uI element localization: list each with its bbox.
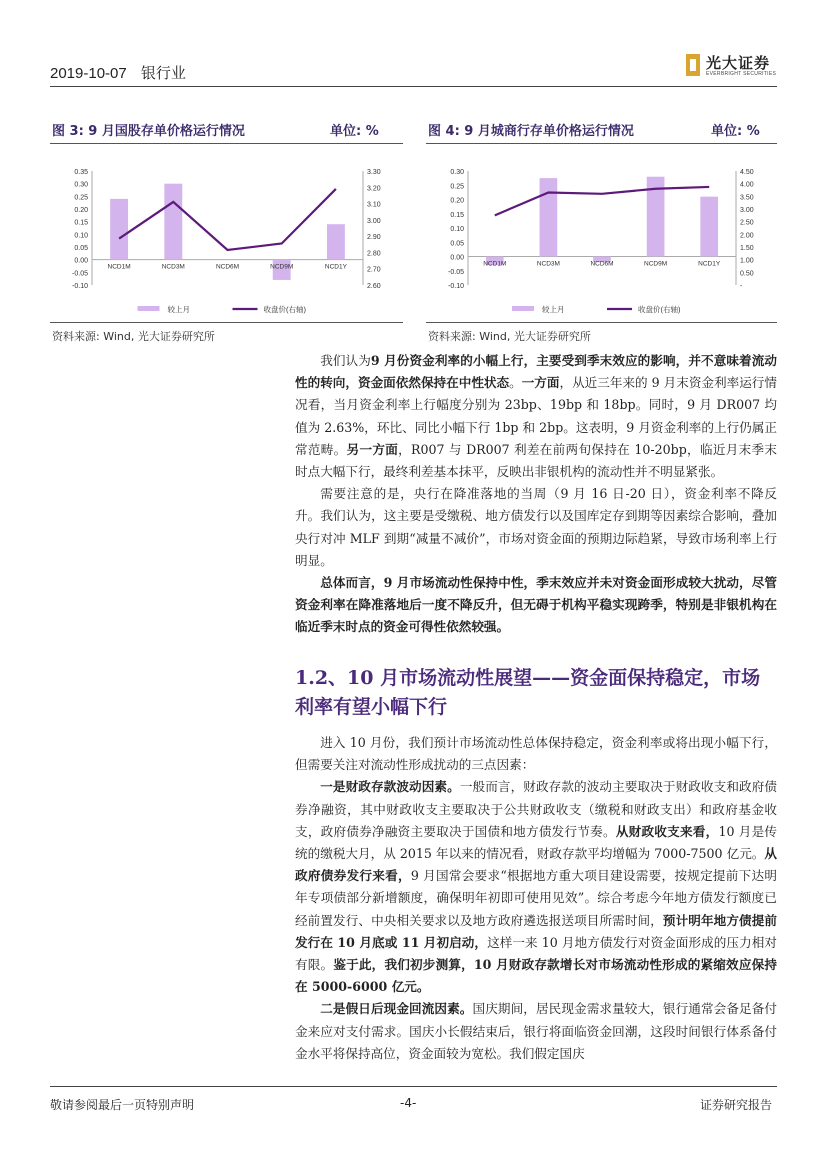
right-tick-label: 2.80 [367,250,381,258]
left-tick-label: -0.10 [448,283,464,290]
body-text-2 [295,732,777,1065]
close-price-line [495,187,709,215]
figure-3-bottom-rule [50,322,403,323]
category-label: NCD9M [644,260,668,268]
logo-name-cn: 光大证券 [706,54,771,72]
right-tick-label: 1.00 [740,257,754,265]
right-tick-label: 4.00 [740,181,754,189]
left-tick-label: 0.20 [450,197,464,205]
logo-mark-icon [686,54,700,76]
left-tick-label: -0.05 [448,268,464,276]
legend-line-label: 收盘价(右轴) [638,305,681,314]
paragraph: 一是财政存款波动因素。一般而言，财政存款的波动主要取决于财政收支和政府债券净融资，其中财政收支主要取决于公共财政收支（缴税和财政支出）和政府基金收支，政府债券净融资主要取决于国债和地方债发行节奏。从财政收支来看，10 月是传统的缴税大月，从 2015 年以来的情况看，财政存款平均增幅为 7000-7500 亿元。从政府债券发行来看，9 月国常会要求“根据地方重大项目建设需要，按规定提前下达明年专项债部分新增额度，确保明年初即可使用见效”。综合考虑今年地方债发行额度已经前置发行、中央相关要求以及地方政府遴选报送项目所需时间，预计明年地方债提前发行在 10 月底或 11 月初启动，这样一来 10 月地方债发行对资金面形成的压力相对有限。鉴于此，我们初步测算，10 月财政存款增长对市场流动性形成的紧缩效应保持在 5000-6000 亿元。 [295,779,778,995]
category-label: NCD6M [590,260,614,268]
right-tick-label: 2.70 [367,266,381,274]
category-label: NCD1M [107,263,131,271]
bar-ncd1y [327,224,345,259]
category-label: NCD9M [270,263,294,271]
bar-ncd3m [540,178,558,256]
page-number: -4- [400,1096,417,1110]
company-logo [686,52,778,80]
figure-4-unit: 单位: % [711,124,760,139]
figure-4-chart [426,155,778,320]
left-tick-label: -0.05 [72,270,88,278]
figure-3-unit: 单位: % [330,124,379,139]
paragraph: 总体而言，9 月市场流动性保持中性，季末效应并未对资金面形成较大扰动，尽管资金利率在降准落地后一度不降反升，但无碍于机构平稳实现跨季，特别是非银机构在临近季末时点的资金可得性依然较强。 [295,575,777,635]
figure-3-chart [50,155,405,320]
category-label: NCD3M [536,260,560,268]
left-tick-label: 0.25 [74,194,88,202]
bar-ncd1y [700,197,718,257]
figure-3-top-rule [50,143,403,144]
left-tick-label: 0.15 [450,211,464,219]
section-heading: 1.2、10 月市场流动性展望——资金面保持稳定，市场利率有望小幅下行 [295,667,761,718]
category-label: NCD1Y [698,260,721,268]
right-tick-label: 1.50 [740,245,754,252]
figure-4-source: 资料来源: Wind, 光大证券研究所 [428,330,591,343]
right-tick-label: 3.10 [367,201,381,209]
industry-label: 银行业 [140,65,186,82]
left-tick-label: 0.35 [74,169,88,176]
left-tick-label: 0.05 [74,245,88,252]
figure-4-top-rule [426,143,777,144]
category-label: NCD3M [161,263,185,271]
right-tick-label: 3.20 [367,185,381,193]
right-tick-label: 3.00 [740,207,754,214]
paragraph: 二是假日后现金回流因素。国庆期间，居民现金需求量较大，银行通常会备足备付金来应对支付需求。国庆小长假结束后，银行将面临资金回潮，这段时间银行体系备付金水平将保持高位，资金面较为宽松。我们假定国庆 [295,1001,778,1061]
right-tick-label: 3.00 [367,217,381,225]
right-tick-label: - [740,283,743,290]
footer-divider [50,1086,777,1087]
header-divider [50,86,777,87]
right-tick-label: 3.30 [367,169,381,176]
close-price-line [119,189,336,250]
bar-ncd1m [110,199,128,260]
legend-bar-swatch [512,306,534,311]
left-tick-label: -0.10 [72,283,88,290]
legend-bar-swatch [138,306,160,311]
right-tick-label: 2.60 [367,283,381,290]
body-text-1 [295,350,777,639]
left-tick-label: 0.05 [450,240,464,248]
paragraph: 进入 10 月份，我们预计市场流动性总体保持稳定，资金利率或将出现小幅下行，但需要关注对流动性形成扰动的三点因素： [295,735,777,773]
paragraph: 需要注意的是，央行在降准落地的当周（9 月 16 日-20 日），资金利率不降反升。我们认为，这主要是受缴税、地方债发行以及国库定存到期等因素综合影响，叠加央行对冲 MLF 到期“减量不减价”，市场对资金面的预期边际趋紧，导致市场利率上行明显。 [295,486,777,568]
report-header [50,62,186,83]
left-tick-label: 0.00 [74,257,88,265]
figure-4-bottom-rule [426,322,777,323]
left-tick-label: 0.10 [450,226,464,233]
right-tick-label: 2.90 [367,234,381,242]
left-tick-label: 0.20 [74,207,88,214]
footer-report-type: 证券研究报告 [700,1098,773,1112]
legend-bar-label: 较上月 [167,305,190,314]
bar-ncd3m [164,184,182,260]
category-label: NCD6M [215,263,240,271]
figure-3-title: 图 3: 9 月国股存单价格运行情况 [52,124,245,139]
paragraph: 我们认为9 月份资金利率的小幅上行，主要受到季末效应的影响，并不意味着流动性的转向，资金面依然保持在中性状态。一方面，从近三年来的 9 月末资金利率运行情况看，当月资金利率上行幅度分别为 23bp、19bp 和 18bp。同时，9 月 DR007 均值为 2.63%，环比、同比小幅下行 1bp 和 2bp。这表明，9 月资金利率的上行仍属正常范畴。另一方面，R007 与 DR007 利差在前两旬保持在 10-20bp，临近月末季末时点大幅下行，最终利差基本抹平，反映出非银机构的流动性并不明显紧张。 [295,353,778,480]
left-tick-label: 0.15 [74,219,88,227]
right-tick-label: 2.50 [740,219,754,227]
footer-disclaimer: 敬请参阅最后一页特别声明 [50,1098,195,1112]
left-tick-label: 0.25 [450,183,464,191]
right-tick-label: 2.00 [740,232,754,240]
report-date: 2019-10-07 [50,65,127,82]
figure-4-title: 图 4: 9 月城商行存单价格运行情况 [428,124,634,139]
left-tick-label: 0.10 [74,232,88,240]
legend-bar-label: 较上月 [542,305,565,314]
left-tick-label: 0.30 [74,181,88,189]
legend-line-label: 收盘价(右轴) [263,305,306,314]
right-tick-label: 3.50 [740,194,754,202]
logo-name-en: EVERBRIGHT SECURITIES [706,71,777,77]
left-tick-label: 0.00 [450,254,464,262]
category-label: NCD1M [483,260,507,268]
left-tick-label: 0.30 [450,169,464,176]
right-tick-label: 4.50 [740,169,754,176]
right-tick-label: 0.50 [740,270,754,278]
figure-3-source: 资料来源: Wind, 光大证券研究所 [52,330,215,343]
category-label: NCD1Y [324,263,347,271]
